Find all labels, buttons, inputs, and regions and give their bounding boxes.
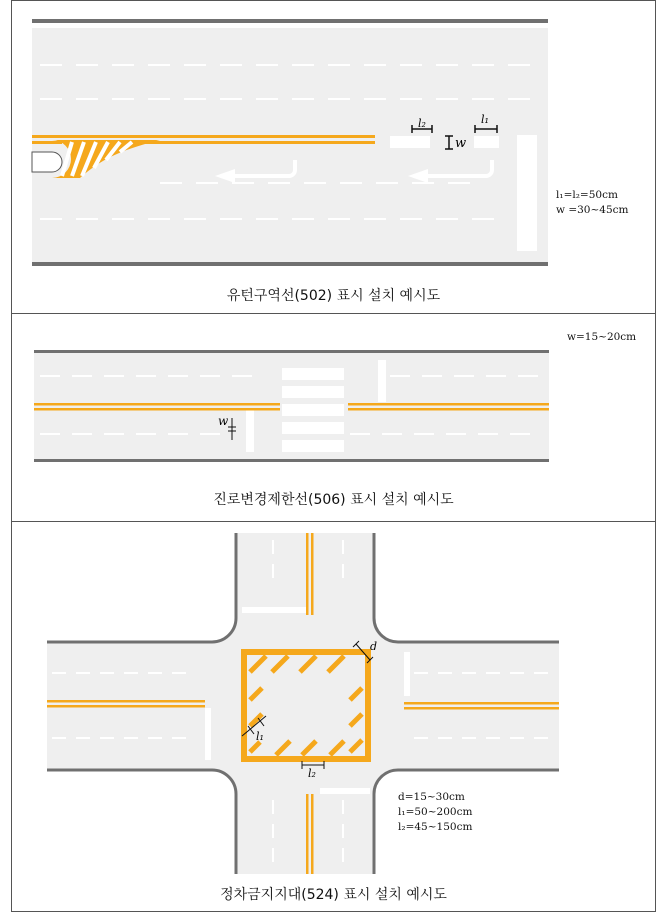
- lane-dash: [534, 737, 548, 739]
- stop-line-south: [320, 788, 370, 794]
- lane-dash: [438, 672, 452, 674]
- dim-label-l1: l₁: [481, 113, 489, 126]
- lane-dash: [462, 737, 476, 739]
- lane-dash: [272, 848, 274, 862]
- note-line: l₂=45~150cm: [398, 821, 473, 833]
- dim-label-l2: l₂: [418, 117, 426, 130]
- lane-dash: [414, 672, 428, 674]
- lane-dash: [148, 672, 162, 674]
- lane-dash: [534, 672, 548, 674]
- caption-no-stopping: 정차금지지대(524) 표시 설치 예시도: [220, 887, 447, 903]
- caption-lane-change: 진로변경제한선(506) 표시 설치 예시도: [213, 492, 454, 508]
- lane-dash: [76, 737, 90, 739]
- lane-dash: [172, 672, 186, 674]
- dim-label-l1: l₁: [256, 730, 264, 743]
- lane-dash: [342, 848, 344, 862]
- lane-dash: [124, 672, 138, 674]
- lane-dash: [272, 540, 274, 554]
- lane-dash: [342, 540, 344, 554]
- note-line: l₁=50~200cm: [398, 806, 473, 818]
- dim-label-w: w: [218, 414, 229, 428]
- dim-label-l2: l₂: [308, 767, 316, 780]
- lane-dash: [100, 737, 114, 739]
- lane-dash: [510, 737, 524, 739]
- lane-dash: [148, 737, 162, 739]
- lane-dash: [272, 824, 274, 838]
- stop-line-west: [205, 708, 211, 760]
- stop-line-north: [242, 607, 308, 613]
- lane-dash: [414, 737, 428, 739]
- lane-dash: [342, 564, 344, 578]
- no-stopping-notes: [398, 790, 472, 835]
- lane-dash: [52, 737, 66, 739]
- caption-uturn: 유턴구역선(502) 표시 설치 예시도: [226, 288, 441, 304]
- lane-dash: [100, 672, 114, 674]
- note-line: w =30~45cm: [556, 204, 629, 216]
- lane-dash: [510, 672, 524, 674]
- lane-dash: [342, 824, 344, 838]
- note-line: w=15~20cm: [567, 331, 637, 343]
- stop-line-east: [404, 652, 410, 696]
- lane-dash: [272, 800, 274, 814]
- lane-dash: [172, 737, 186, 739]
- note-line: d=15~30cm: [398, 791, 465, 803]
- dim-label-w: w: [455, 136, 467, 151]
- lane-dash: [272, 564, 274, 578]
- lane-dash: [124, 737, 138, 739]
- dim-label-d: d: [370, 640, 378, 653]
- lane-dash: [52, 672, 66, 674]
- lane-dash: [76, 672, 90, 674]
- note-line: l₁=l₂=50cm: [556, 189, 618, 201]
- lane-dash: [342, 800, 344, 814]
- lane-dash: [438, 737, 452, 739]
- lane-dash: [486, 737, 500, 739]
- lane-dash: [462, 672, 476, 674]
- lane-dash: [486, 672, 500, 674]
